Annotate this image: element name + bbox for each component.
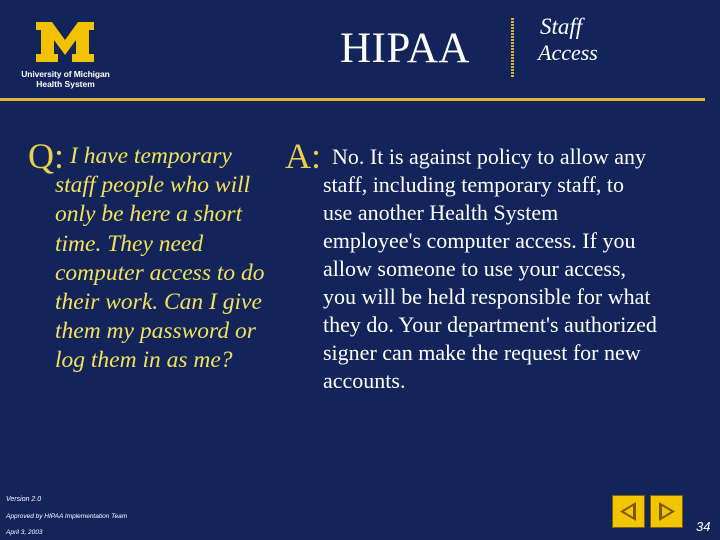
header-subtitle-access: Access: [538, 40, 598, 65]
logo-university-text: University of Michigan: [21, 69, 110, 79]
footer-date: April 3, 2003: [6, 529, 43, 536]
next-slide-button[interactable]: [650, 495, 683, 528]
logo-health-system-text: Health System: [36, 79, 95, 89]
question-marker: Q:: [28, 136, 64, 176]
header-title: HIPAA: [340, 25, 470, 72]
page-number: 34: [696, 519, 711, 534]
triangle-right-icon: [656, 501, 677, 522]
header-divider: [511, 18, 514, 78]
answer-marker: A:: [285, 136, 321, 176]
question-text: I have temporary staff people who will only be here a short time. They need computer access to do their work. Can I give them my password or log them in as me?: [55, 143, 265, 374]
header-rule: [0, 98, 705, 101]
university-logo: [18, 18, 113, 93]
block-m-icon: [34, 18, 96, 66]
triangle-left-icon: [618, 501, 639, 522]
footer-approved: Approved by HIPAA Implementation Team: [6, 513, 128, 520]
previous-slide-button[interactable]: [612, 495, 645, 528]
footer-version: Version 2.0: [6, 496, 42, 503]
header-subtitle-staff: Staff: [540, 14, 583, 39]
answer-text: No. It is against policy to allow any staff, including temporary staff, to use another Health System employee's computer access. If you allow someone to use your access, you will be held responsible for what they do. Your department's authorized signer can make the request for new accounts.: [323, 144, 657, 393]
